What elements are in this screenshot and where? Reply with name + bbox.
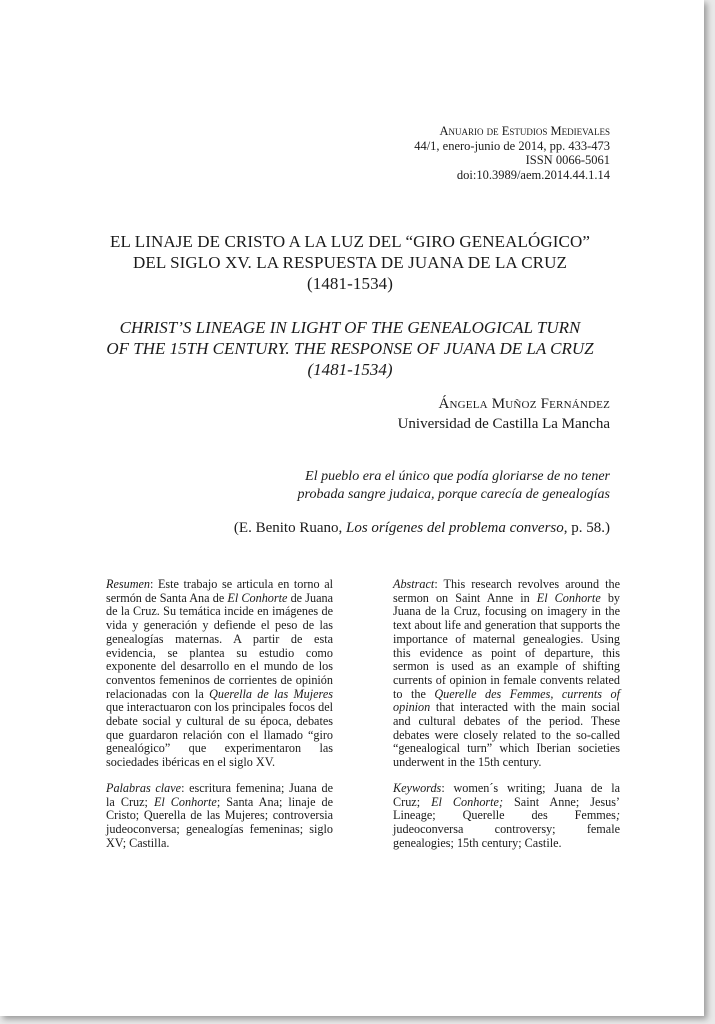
- palabras-text-2: ; Santa Ana; linaje de Cristo; Querella de las Mujeres; controversia judeoconversa; genealogías femeninas; siglo XV; Castilla.: [106, 794, 334, 850]
- palabras-italic-1: El Conhorte: [153, 794, 217, 809]
- citation-work: Los orígenes del problema converso: [346, 520, 564, 536]
- epigraph-line-2: probada sangre judaica, porque carecía de genealogías: [297, 486, 610, 502]
- keywords-italic-2: ;: [615, 808, 620, 823]
- resumen-italic-2: Querella de las Mujeres: [209, 686, 333, 701]
- title-english: [60, 317, 640, 380]
- palabras-label: Palabras clave: [106, 780, 182, 795]
- title-en-line-1: CHRIST’S LINEAGE IN LIGHT OF THE GENEALOGICAL TURN: [119, 318, 581, 337]
- epigraph: [298, 468, 610, 503]
- journal-header: [414, 124, 610, 182]
- abstract-text-2: by Juana de la Cruz, focusing on imagery in the text about life and generation that supports the importance of maternal genealogies. Using this evidence as point of departure, this sermon is used as an example of shifting currents of opinion in female convents related to the: [393, 590, 621, 701]
- author-block: [398, 395, 610, 434]
- english-column: [393, 578, 620, 850]
- citation-open: (E. Benito Ruano,: [233, 520, 346, 536]
- epigraph-citation: [234, 519, 610, 538]
- resumen-text-2: de Juana de la Cruz. Su temática incide en imágenes de vida y generación y defiende el peso de las genealogías maternas. A partir de esta evidencia, se plantea su estudio como exponente del desarrollo en el mundo de los conventos femeninos de corrientes de opinión relacionadas con la: [106, 590, 333, 701]
- resumen-paragraph: [106, 578, 333, 770]
- journal-issue: 44/1, enero-junio de 2014, pp. 433-473: [414, 138, 610, 153]
- abstract-italic-1: El Conhorte: [536, 590, 601, 605]
- abstract-text-3: that interacted with the main social and cultural debates of the period. These debates were closely related to the so-called “genealogical turn” which Iberian societies underwent in the 15th century.: [393, 700, 620, 770]
- author-affiliation: Universidad de Castilla La Mancha: [397, 415, 610, 432]
- resumen-italic-1: El Conhorte: [227, 590, 288, 605]
- title-es-line-2: DEL SIGLO XV. LA RESPUESTA DE JUANA DE LA CRUZ: [133, 253, 567, 272]
- keywords-paragraph: [393, 782, 620, 851]
- epigraph-line-1: El pueblo era el único que podía gloriarse de no tener: [305, 469, 610, 484]
- abstract-text-1: : This research revolves around the sermon on Saint Anne in: [393, 577, 620, 605]
- keywords-italic-1: El Conhorte;: [431, 794, 504, 809]
- title-spanish: [60, 231, 640, 294]
- abstract-italic-2: Querelle des Femmes, currents of opinion: [393, 686, 620, 715]
- title-es-line-3: (1481-1534): [306, 274, 394, 293]
- resumen-text-1: : Este trabajo se articula en torno al sermón de Santa Ana de: [106, 577, 333, 605]
- keywords-text-1: : women´s writing; Juana de la Cruz;: [393, 780, 620, 809]
- journal-name: Anuario de Estudios Medievales: [439, 124, 610, 138]
- author-name: Ángela Muñoz Fernández: [438, 396, 610, 412]
- spanish-column: [106, 578, 333, 850]
- title-es-line-1: EL LINAJE DE CRISTO A LA LUZ DEL “GIRO GENEALÓGICO”: [110, 232, 590, 251]
- keywords-text-3: judeoconversa controversy; female genealogies; 15th century; Castile.: [393, 821, 620, 850]
- journal-doi: doi:10.3989/aem.2014.44.1.14: [456, 167, 610, 182]
- palabras-paragraph: [106, 782, 333, 851]
- palabras-text-1: : escritura femenina; Juana de la Cruz;: [106, 780, 333, 809]
- keywords-label: Keywords: [393, 780, 442, 795]
- title-en-line-2: OF THE 15TH CENTURY. THE RESPONSE OF JUANA DE LA CRUZ: [106, 339, 594, 358]
- journal-issn: ISSN 0066-5061: [525, 153, 610, 168]
- title-en-line-3: (1481-1534): [307, 360, 393, 379]
- abstract-label: Abstract: [393, 577, 435, 591]
- keywords-text-2: Saint Anne; Jesus’ Lineage; Querelle des Femmes: [393, 794, 620, 823]
- resumen-label: Resumen: [106, 577, 150, 591]
- citation-close: , p. 58.): [563, 520, 610, 536]
- abstract-paragraph: [393, 578, 620, 770]
- resumen-text-3: que interactuaron con los principales focos del debate social y cultural de su época, debates que guardaron relación con el llamado “giro genealógico” que experimentaron las sociedades ibéricas en el siglo XV.: [106, 700, 333, 770]
